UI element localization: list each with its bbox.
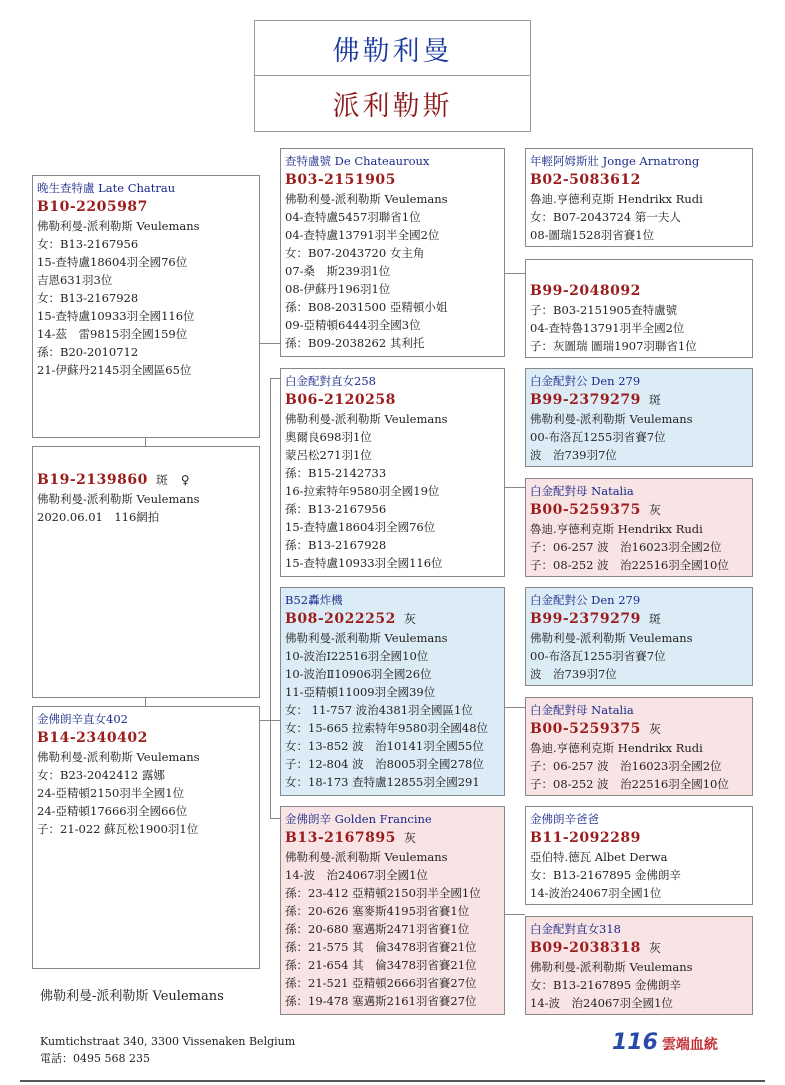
card-line: 子：21-022 蘇瓦松1900羽1位 (37, 822, 199, 836)
card-line: 孫：21-575 其 倫3478羽省賽21位 (285, 940, 477, 954)
card-line: 04-查特盧13791羽半全國2位 (285, 228, 440, 242)
card-line: 21-伊蘇丹2145羽全國區65位 (37, 363, 192, 377)
card-line: 子：08-252 波 治22516羽全國10位 (530, 777, 729, 791)
card-line: 15-查特盧18604羽全國76位 (285, 520, 436, 534)
card-line: 佛勒利曼-派利勒斯 Veulemans (285, 412, 448, 426)
card-line: 10-波治Ⅱ10906羽全國26位 (285, 667, 432, 681)
card-line: 04-查特盧5457羽聯省1位 (285, 210, 421, 224)
pedigree-title-box (254, 20, 531, 132)
card-line: 10-波治Ⅰ22516羽全國10位 (285, 649, 429, 663)
connector (145, 698, 146, 706)
card-header: 白金配對直女258 (285, 374, 376, 388)
card-line: 孫：B13-2167928 (285, 538, 387, 552)
card-line: 24-亞精頓2150羽半全國1位 (37, 786, 185, 800)
ring-number: B19-2139860 斑 ♀ (37, 472, 191, 488)
card-line: 佛勒利曼-派利勒斯 Veulemans (530, 960, 693, 974)
sire-sire-dam-card[interactable] (525, 259, 753, 358)
title-line-2: 派利勒斯 (332, 91, 453, 122)
card-line: 佛勒利曼-派利勒斯 Veulemans (37, 750, 200, 764)
bottom-divider (20, 1080, 765, 1082)
card-header: B52轟炸機 (285, 593, 343, 607)
card-line: 11-亞精頓11009羽全國39位 (285, 685, 436, 699)
card-line: 15-查特盧18604羽全國76位 (37, 255, 188, 269)
connector (504, 487, 525, 488)
ring-number: B10-2205987 (37, 199, 148, 215)
dam-sire-sire-card[interactable] (525, 587, 753, 686)
dam-sire-dam-card[interactable] (525, 697, 753, 796)
card-line: 女：B13-2167895 金佛朗辛 (530, 978, 681, 992)
card-header: 年輕阿姆斯壯 Jonge Arnatrong (530, 154, 700, 168)
card-header: 白金配對母 Natalia (530, 703, 634, 717)
owner-name: 佛勒利曼-派利勒斯 Veulemans (40, 989, 224, 1004)
card-line: 女：B07-2043720 女主角 (285, 246, 425, 260)
card-line: 子：06-257 波 治16023羽全國2位 (530, 540, 722, 554)
card-line: 女： 11-757 波治4381羽全國區1位 (285, 703, 473, 717)
card-line: 24-亞精頓17666羽全國66位 (37, 804, 188, 818)
address-block (40, 1033, 295, 1067)
card-line: 孫：B09-2038262 其利托 (285, 336, 425, 350)
card-line: 00-布洛瓦1255羽省賽7位 (530, 430, 666, 444)
card-line: 波 治739羽7位 (530, 448, 617, 462)
ring-number: B08-2022252 灰 (285, 611, 417, 627)
card-line: 子：B03-2151905查特盧號 (530, 303, 678, 317)
card-line: 女：B13-2167928 (37, 291, 139, 305)
dam-dam-card[interactable] (280, 806, 505, 1015)
card-line: 14-波 治24067羽全國1位 (530, 996, 673, 1010)
connector (270, 378, 271, 818)
subject-card[interactable] (32, 446, 260, 698)
card-line: 04-查特魯13791羽半全國2位 (530, 321, 685, 335)
phone: 電話：0495 568 235 (40, 1052, 150, 1065)
sire-dam-dam-card[interactable] (525, 478, 753, 577)
sire-card[interactable] (32, 175, 260, 438)
card-line: 佛勒利曼-派利勒斯 Veulemans (37, 219, 200, 233)
card-line: 14-波治24067羽全國1位 (530, 886, 662, 900)
brand-logo (612, 1030, 718, 1055)
card-line: 孫：20-626 塞麥斯4195羽省賽1位 (285, 904, 470, 918)
card-line: 孫：21-521 亞精頓2666羽省賽27位 (285, 976, 477, 990)
card-line: 15-查特盧10933羽全國116位 (37, 309, 195, 323)
ring-number: B11-2092289 (530, 830, 641, 846)
ring-number: B99-2048092 (530, 283, 641, 299)
card-line: 孫：21-654 其 倫3478羽省賽21位 (285, 958, 477, 972)
card-line: 子：12-804 波 治8005羽全國278位 (285, 757, 484, 771)
card-line: 14-茲 雷9815羽全國159位 (37, 327, 188, 341)
dam-card[interactable] (32, 706, 260, 969)
ring-number: B06-2120258 (285, 392, 396, 408)
card-line: 08-伊蘇丹196羽1位 (285, 282, 391, 296)
card-line: 佛勒利曼-派利勒斯 Veulemans (285, 192, 448, 206)
title-line-1: 佛勒利曼 (332, 36, 453, 67)
card-header: 查特盧號 De Chateauroux (285, 154, 430, 168)
ring-number: B03-2151905 (285, 172, 396, 188)
card-line: 奧爾良698羽1位 (285, 430, 372, 444)
card-line: 佛勒利曼-派利勒斯 Veulemans (285, 850, 448, 864)
connector (259, 343, 280, 344)
address: Kumtichstraat 340, 3300 Vissenaken Belgium (40, 1035, 296, 1048)
card-line: 佛勒利曼-派利勒斯 Veulemans (530, 631, 693, 645)
card-line: 女：B23-2042412 露娜 (37, 768, 165, 782)
ring-number: B99-2379279 斑 (530, 611, 662, 627)
card-line: 09-亞精頓6444羽全國3位 (285, 318, 421, 332)
card-line: 孫：23-412 亞精頓2150羽半全國1位 (285, 886, 481, 900)
card-header: 金佛朗辛 Golden Francine (285, 812, 432, 826)
card-line: 孫：B13-2167956 (285, 502, 387, 516)
connector (270, 378, 280, 379)
ring-number: B99-2379279 斑 (530, 392, 662, 408)
sire-dam-card[interactable] (280, 368, 505, 577)
card-line: 14-波 治24067羽全國1位 (285, 868, 428, 882)
ring-number: B13-2167895 灰 (285, 830, 417, 846)
card-header: 晚生查特盧 Late Chatrau (37, 181, 176, 195)
connector (504, 707, 525, 708)
card-header: 金佛朗辛直女402 (37, 712, 128, 726)
card-line: 佛勒利曼-派利勒斯 Veulemans (285, 631, 448, 645)
card-line: 子：08-252 波 治22516羽全國10位 (530, 558, 729, 572)
card-line: 佛勒利曼-派利勒斯 Veulemans (37, 492, 200, 506)
card-line: 吉恩631羽3位 (37, 273, 113, 287)
title-divider (255, 75, 530, 76)
card-line: 子：灰圖瑞 圖瑞1907羽聯省1位 (530, 339, 697, 353)
sire-sire-card[interactable] (280, 148, 505, 357)
connector (270, 818, 280, 819)
dam-dam-sire-card[interactable] (525, 806, 753, 905)
card-line: 女：13-852 波 治10141羽全國55位 (285, 739, 484, 753)
card-line: 波 治739羽7位 (530, 667, 617, 681)
connector (504, 914, 525, 915)
card-line: 孫：B15-2142733 (285, 466, 387, 480)
card-line: 2020.06.01 116網拍 (37, 510, 160, 524)
card-line: 16-拉索特年9580羽全國19位 (285, 484, 440, 498)
card-line: 08-圖瑞1528羽省賽1位 (530, 228, 655, 242)
card-line: 孫：B20-2010712 (37, 345, 139, 359)
connector (504, 273, 525, 274)
card-header: 白金配對公 Den 279 (530, 593, 641, 607)
card-line: 女：B07-2043724 第一夫人 (530, 210, 681, 224)
card-line: 子：06-257 波 治16023羽全國2位 (530, 759, 722, 773)
sire-dam-sire-card[interactable] (525, 368, 753, 467)
card-header: 白金配對母 Natalia (530, 484, 634, 498)
card-line: 魯迪.亨德利克斯 Hendrikx Rudi (530, 741, 703, 755)
card-header: 白金配對直女318 (530, 922, 621, 936)
ring-number: B09-2038318 灰 (530, 940, 662, 956)
card-line: 00-布洛瓦1255羽省賽7位 (530, 649, 666, 663)
card-line: 女：18-173 查特盧12855羽全國291 (285, 775, 480, 789)
card-line: 孫：B08-2031500 亞精頓小姐 (285, 300, 448, 314)
ring-number: B00-5259375 灰 (530, 721, 662, 737)
card-line: 15-查特盧10933羽全國116位 (285, 556, 443, 570)
ring-number: B14-2340402 (37, 730, 148, 746)
card-line: 女：B13-2167956 (37, 237, 139, 251)
dam-sire-card[interactable] (280, 587, 505, 796)
ring-number: B02-5083612 (530, 172, 641, 188)
card-line: 佛勒利曼-派利勒斯 Veulemans (530, 412, 693, 426)
card-line: 07-桑 斯239羽1位 (285, 264, 391, 278)
card-header: 金佛朗辛爸爸 (530, 812, 599, 826)
card-line: 女：15-665 拉索特年9580羽全國48位 (285, 721, 489, 735)
card-header: 白金配對公 Den 279 (530, 374, 641, 388)
card-line: 孫：20-680 塞邁斯2471羽省賽1位 (285, 922, 470, 936)
card-line: 魯迪.亨德利克斯 Hendrikx Rudi (530, 522, 703, 536)
card-line: 蒙呂松271羽1位 (285, 448, 372, 462)
sire-sire-sire-card[interactable] (525, 148, 753, 247)
card-line: 孫：19-478 塞邁斯2161羽省賽27位 (285, 994, 477, 1008)
ring-number: B00-5259375 灰 (530, 502, 662, 518)
dam-dam-dam-card[interactable] (525, 916, 753, 1015)
connector (145, 437, 146, 446)
logo-number: 116 (612, 1030, 658, 1055)
logo-text: 雲端血統 (661, 1037, 718, 1053)
card-line: 女：B13-2167895 金佛朗辛 (530, 868, 681, 882)
card-line: 魯迪.亨德利克斯 Hendrikx Rudi (530, 192, 703, 206)
card-line: 亞伯特.德瓦 Albet Derwa (530, 850, 668, 864)
